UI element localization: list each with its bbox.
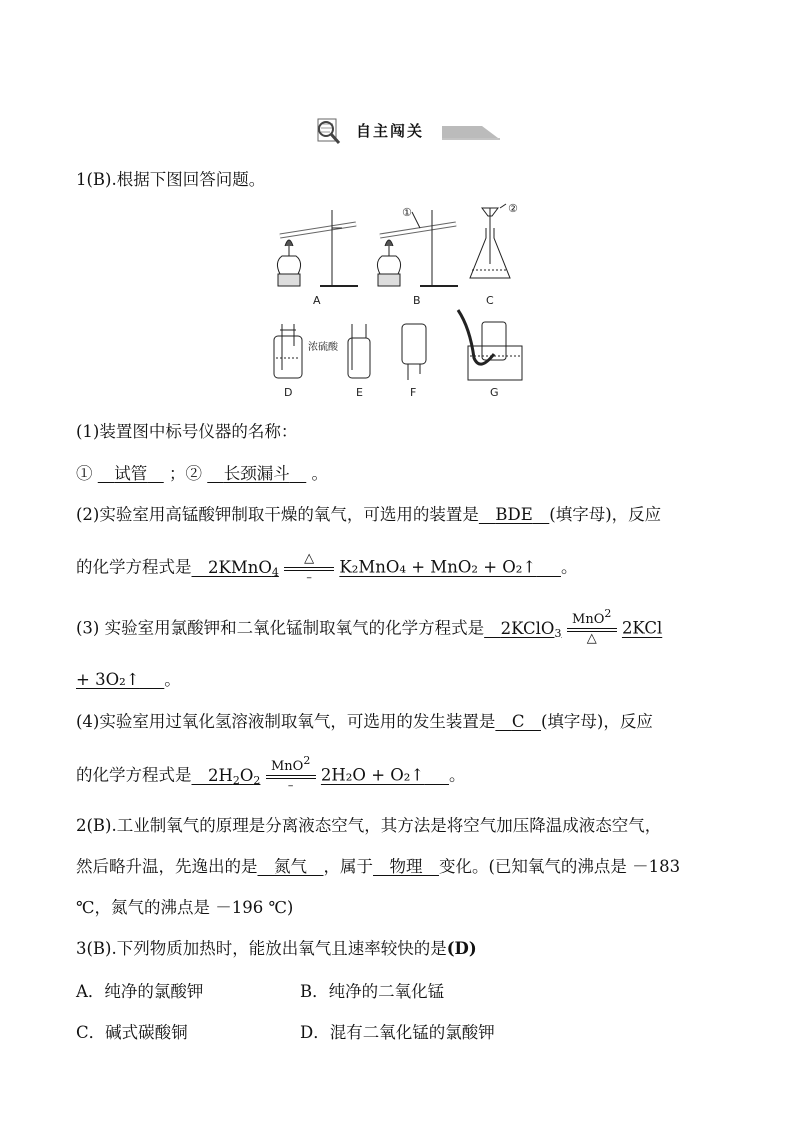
answer-blank-3: BDE bbox=[495, 505, 533, 524]
q3-option-b: B．纯净的二氧化锰 bbox=[300, 982, 445, 1001]
apparatus-c bbox=[470, 204, 510, 278]
q1-part3-line2: + 3O₂↑ 。 bbox=[76, 670, 181, 689]
answer-blank-4: C bbox=[511, 712, 525, 731]
q1-part2-line2: 的化学方程式是 2KMnO$_4$ △ – K₂MnO₄ + MnO₂ + O₂↑ 。 bbox=[76, 551, 578, 584]
q1-part3-line1: (3) 实验室用氯酸钾和二氧化锰制取氧气的化学方程式是 2KClO$_3$ MnO$^2$ △ 2KCl bbox=[76, 607, 663, 646]
section-header bbox=[312, 116, 502, 146]
apparatus-g bbox=[458, 310, 522, 380]
header-decoration bbox=[442, 122, 502, 140]
section-title: 自主闯关 bbox=[356, 122, 425, 140]
reaction-condition-2: MnO$^2$ △ bbox=[567, 613, 617, 645]
answer-blank-2: 长颈漏斗 bbox=[223, 464, 290, 483]
figure-label-f: F bbox=[410, 386, 417, 399]
figure-label-b: B bbox=[413, 294, 421, 307]
q1-part4-line1: (4)实验室用过氧化氢溶液制取氧气，可选用的发生装置是 C (填字母)，反应 bbox=[76, 712, 653, 731]
figure-label-a: A bbox=[313, 294, 321, 307]
q3-option-d: D．混有二氧化锰的氯酸钾 bbox=[300, 1023, 495, 1042]
q1-part4-line2: 的化学方程式是 $2H_2O_2$ MnO$^2$ – 2H₂O + O₂↑ 。 bbox=[76, 754, 466, 792]
answer-blank-1: 试管 bbox=[114, 464, 148, 483]
q3-answer: (D) bbox=[446, 939, 477, 958]
figure-d-text: 浓硫酸 bbox=[308, 342, 338, 353]
figure-marker-2: ② bbox=[508, 202, 518, 215]
q1-part1-label: (1)装置图中标号仪器的名称： bbox=[76, 422, 298, 441]
apparatus-e bbox=[348, 324, 370, 378]
equation-blank-2: 2KClO$_3$ bbox=[500, 618, 562, 640]
figure-label-e: E bbox=[356, 386, 363, 399]
q3-option-a: A．纯净的氯酸钾 bbox=[76, 982, 204, 1001]
figure-marker-1: ① bbox=[402, 206, 412, 219]
figure-label-c: C bbox=[486, 294, 494, 307]
magnifier-icon bbox=[312, 116, 348, 146]
marker-1: ① bbox=[76, 464, 93, 483]
apparatus-f bbox=[402, 324, 426, 380]
answer-blank-6: 物理 bbox=[389, 857, 423, 876]
apparatus-b bbox=[377, 210, 458, 286]
q2-line2: 然后略升温，先逸出的是 氮气 ，属于 物理 变化。(已知氧气的沸点是 －183 bbox=[76, 857, 681, 876]
apparatus-a bbox=[277, 210, 358, 286]
q1-part2-line1: (2)实验室用高锰酸钾制取干燥的氧气，可选用的装置是 BDE (填字母)，反应 bbox=[76, 505, 662, 524]
answer-blank-5: 氮气 bbox=[274, 857, 307, 876]
figure-label-g: G bbox=[490, 386, 499, 399]
equation-blank-3: $2H_2O_2$ bbox=[208, 765, 261, 787]
q3-stem: 3(B).下列物质加热时，能放出氧气且速率较快的是(D) bbox=[76, 939, 477, 958]
apparatus-d bbox=[274, 324, 302, 378]
separator: ；② bbox=[169, 464, 202, 483]
q1-part1-answers: ① 试管 ；② 长颈漏斗 。 bbox=[76, 464, 328, 483]
apparatus-figure bbox=[260, 198, 540, 408]
q3-option-c: C．碱式碳酸铜 bbox=[76, 1023, 188, 1042]
q2-line1: 2(B).工业制氧气的原理是分离液态空气，其方法是将空气加压降温成液态空气， bbox=[76, 816, 662, 835]
reaction-condition-3: MnO$^2$ – bbox=[266, 760, 316, 792]
q2-line3: ℃，氮气的沸点是 －196 ℃) bbox=[76, 898, 294, 917]
q1-stem: 1(B).根据下图回答问题。 bbox=[76, 170, 266, 189]
reaction-condition-1: △ – bbox=[284, 552, 334, 584]
equation-blank-1: 2KMnO$_4$ bbox=[208, 557, 279, 579]
figure-label-d: D bbox=[284, 386, 293, 399]
